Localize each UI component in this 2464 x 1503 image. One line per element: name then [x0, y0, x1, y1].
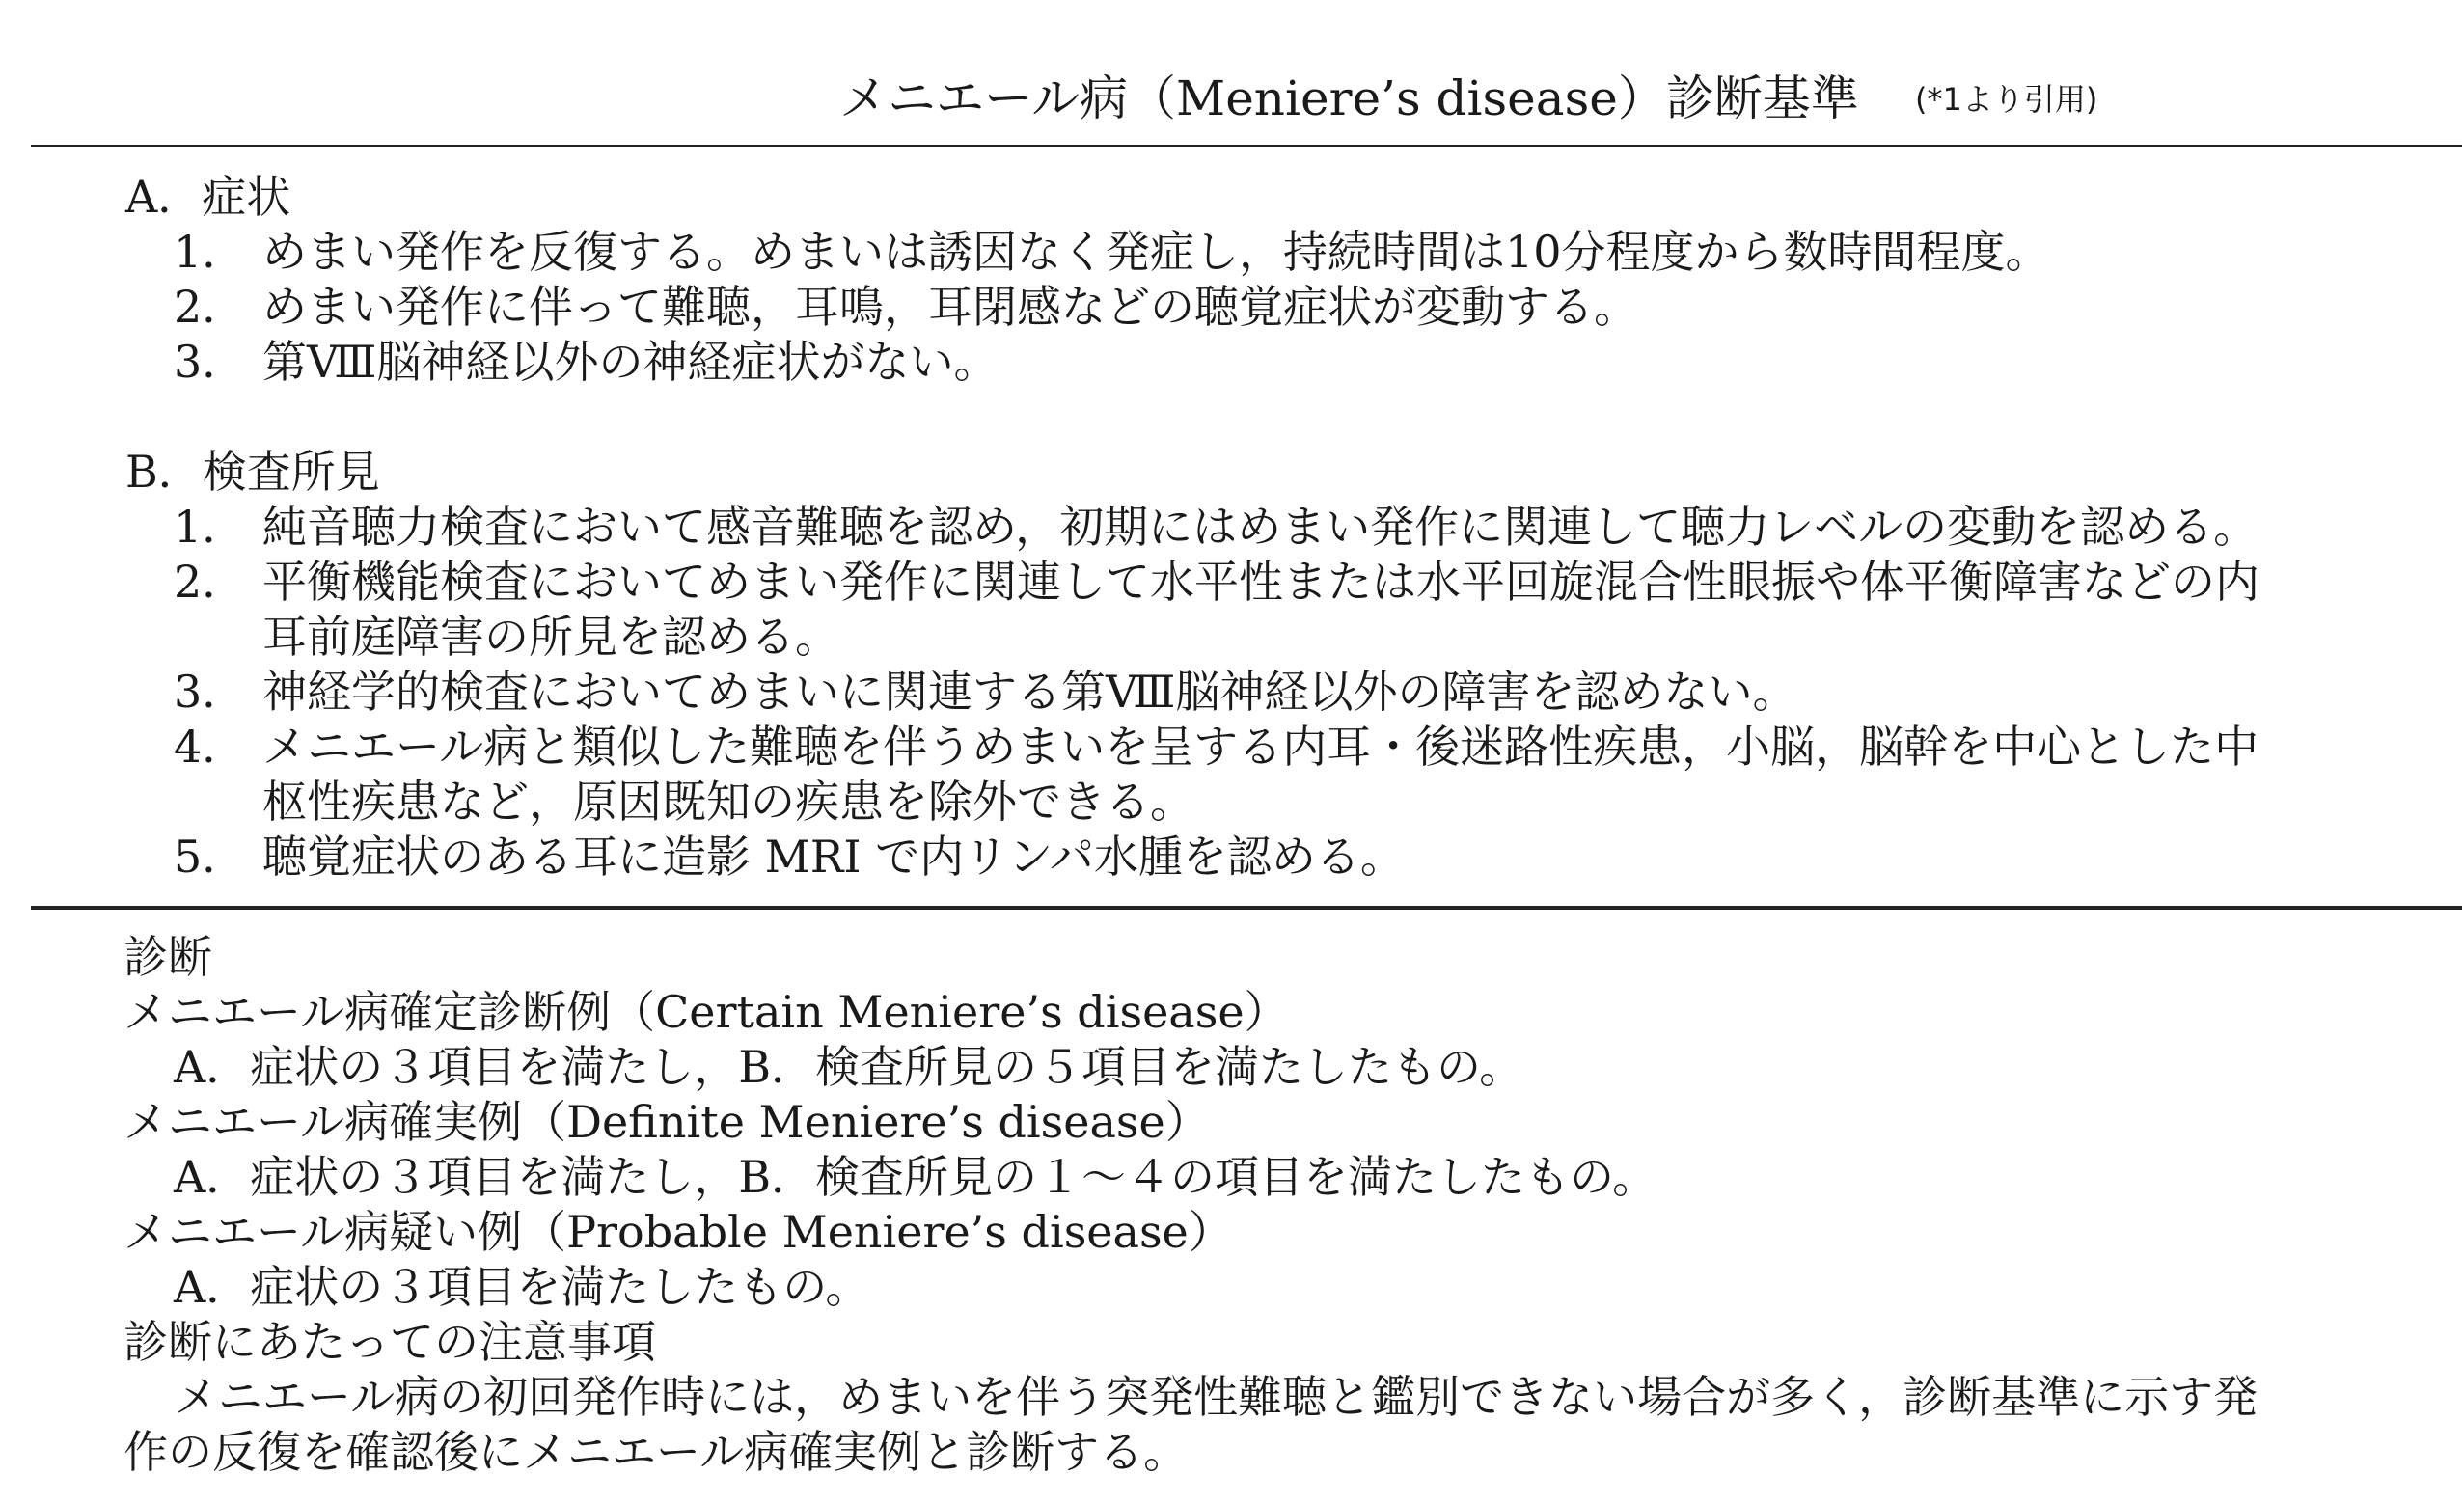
- top-rule: [31, 145, 2462, 147]
- finding-text: 神経学的検査においてめまいに関連する第Ⅷ脳神経以外の障害を認めない。: [262, 666, 1797, 718]
- citation-note: (*1より引用): [1915, 81, 2098, 118]
- section-b-heading: B．検査所見: [125, 446, 380, 498]
- finding-number: 2．: [174, 556, 247, 608]
- diagnosis-criteria: A．症状の３項目を満たし，B．検査所見の１～４の項目を満たしたもの。: [174, 1151, 1657, 1203]
- symptom-number: 3．: [174, 336, 247, 388]
- finding-number: 1．: [174, 501, 247, 553]
- finding-text: 聴覚症状のある耳に造影 MRI で内リンパ水腫を認める。: [262, 831, 1405, 883]
- diagnosis-category: メニエール病確実例（Definite Meniere’s disease）: [123, 1096, 1210, 1148]
- diagnosis-criteria: A．症状の３項目を満たしたもの。: [174, 1261, 870, 1313]
- title-row: [0, 60, 2464, 137]
- notes-text: メニエール病の初回発作時には，めまいを伴う突発性難聴と鑑別できない場合が多く，診断基準に示す発: [174, 1371, 2259, 1423]
- symptom-number: 1．: [174, 226, 247, 278]
- finding-number: 5．: [174, 831, 247, 883]
- symptom-number: 2．: [174, 281, 247, 333]
- symptom-text: 第Ⅷ脳神経以外の神経症状がない。: [262, 336, 999, 388]
- section-a-heading: A．症状: [125, 171, 291, 223]
- finding-text: 純音聴力検査において感音難聴を認め，初期にはめまい発作に関連して聴力レベルの変動を認める。: [262, 501, 2259, 553]
- document-title: メニエール病（Meniere’s disease）診断基準: [839, 70, 1859, 126]
- notes-heading: 診断にあたっての注意事項: [123, 1316, 656, 1368]
- diagnosis-category: メニエール病疑い例（Probable Meniere’s disease）: [123, 1206, 1233, 1258]
- diagnosis-criteria: A．症状の３項目を満たし，B．検査所見の５項目を満たしたもの。: [174, 1041, 1524, 1093]
- section-divider: [31, 906, 2462, 910]
- diagnosis-heading: 診断: [123, 931, 212, 983]
- finding-text-continued: 耳前庭障害の所見を認める。: [262, 611, 839, 663]
- finding-number: 3．: [174, 666, 247, 718]
- finding-text-continued: 枢性疾患など，原因既知の疾患を除外できる。: [262, 776, 1194, 828]
- finding-text: メニエール病と類似した難聴を伴うめまいを呈する内耳・後迷路性疾患，小脳，脳幹を中心とした中: [262, 721, 2259, 773]
- diagnosis-category: メニエール病確定診断例（Certain Meniere’s disease）: [123, 986, 1289, 1038]
- symptom-text: めまい発作を反復する。めまいは誘因なく発症し，持続時間は10分程度から数時間程度。: [262, 226, 2050, 278]
- finding-text: 平衡機能検査においてめまい発作に関連して水平性または水平回旋混合性眼振や体平衡障害などの内: [262, 556, 2259, 608]
- finding-number: 4．: [174, 721, 247, 773]
- symptom-text: めまい発作に伴って難聴，耳鳴，耳閉感などの聴覚症状が変動する。: [262, 281, 1638, 333]
- notes-text-continued: 作の反復を確認後にメニエール病確実例と診断する。: [123, 1426, 1189, 1478]
